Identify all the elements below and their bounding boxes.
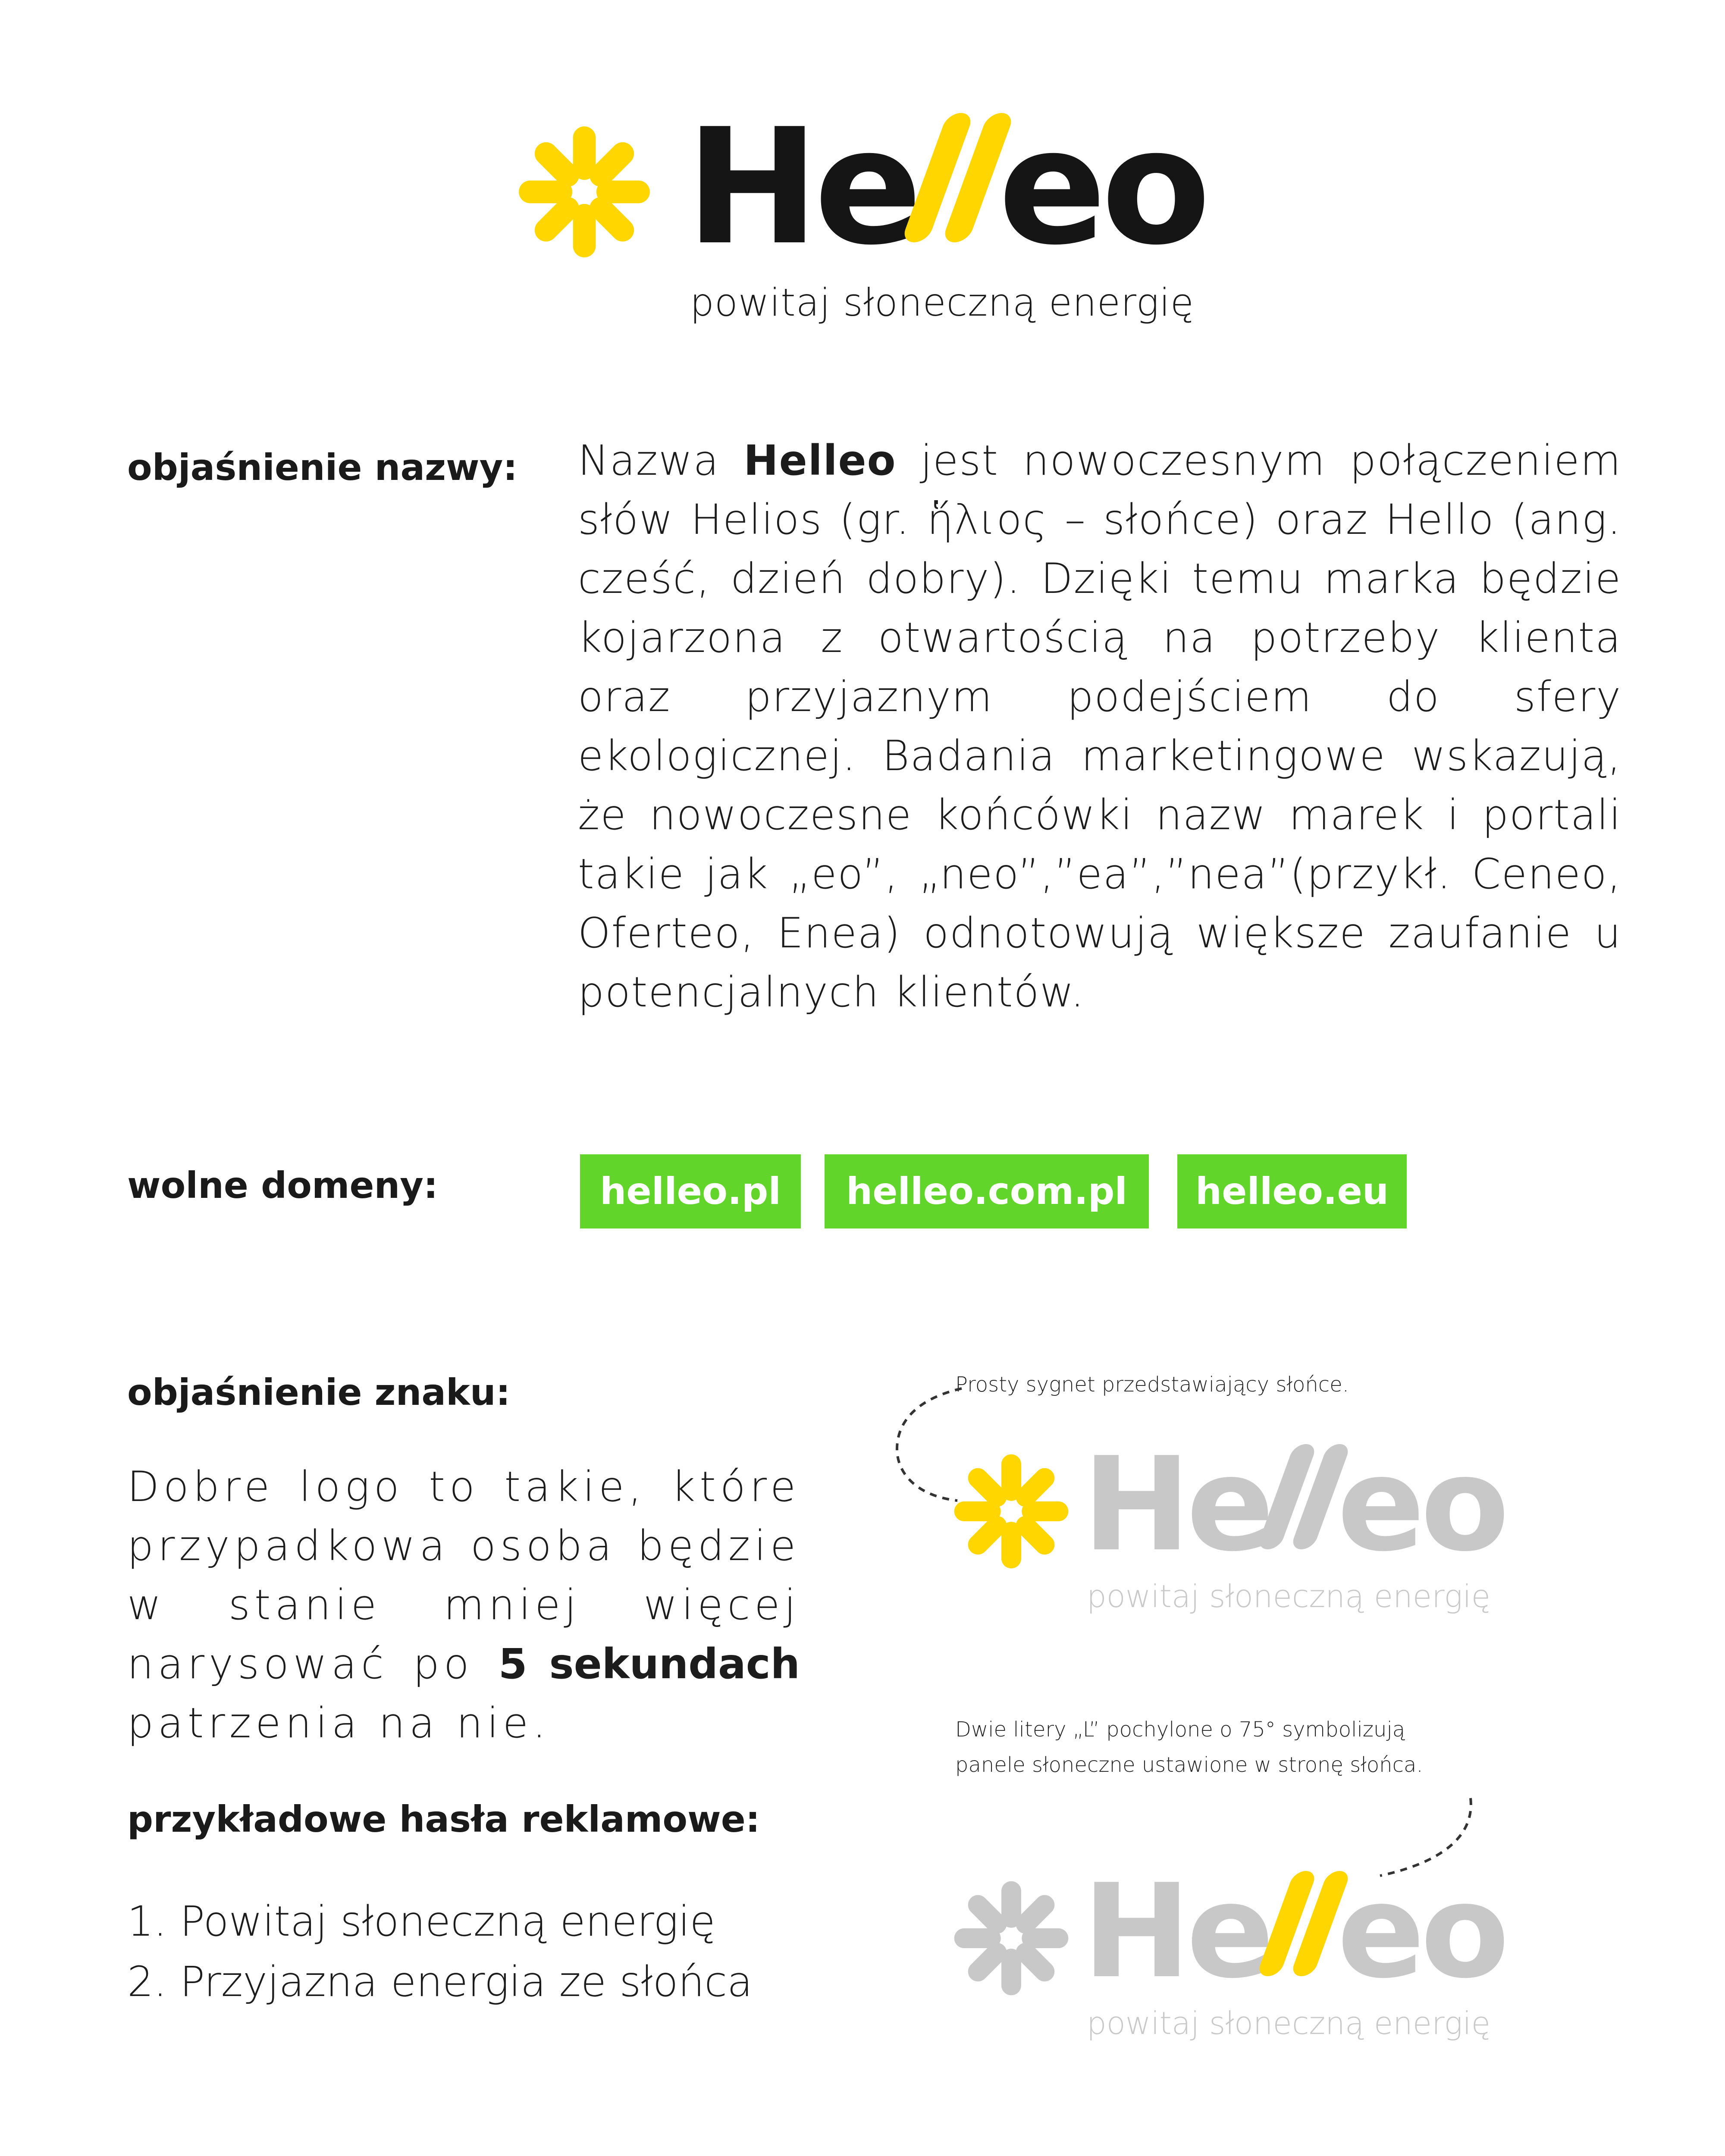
logo-part-1: He (1082, 1429, 1270, 1580)
name-text-body: jest nowoczesnym połączeniem słów Helios (gr. ἥλιος – słońce) oraz Hello (ang. cześć, dzień dobry). Dzięki temu marka będzie kojarzona z otwartością na potrzeby klienta oraz przyjaznym podejściem do sfery ekologicznej. Badania marketingowe wskazują, że nowoczesne końcówki nazw marek i portali takie jak „eo”, „neo”,”ea”,”nea”(przykł. Ceneo, Oferteo, Enea) odnotowują większe zaufanie u potencjalnych klientów. (578, 436, 1622, 1016)
sign-section-label: objaśnienie znaku: (127, 1371, 511, 1413)
domain-badge-com-pl: helleo.com.pl (825, 1154, 1149, 1228)
sun-asterisk-icon (953, 1453, 1070, 1570)
sun-asterisk-icon (518, 125, 651, 259)
domain-badge-eu: helleo.eu (1177, 1154, 1407, 1228)
logo-tagline: powitaj słoneczną energię (690, 280, 1194, 325)
sign-explanation-text (127, 1457, 800, 1753)
logo-tagline: powitaj słoneczną energię (1087, 1578, 1490, 1614)
domains-section-label: wolne domeny: (127, 1164, 438, 1206)
sun-asterisk-icon (953, 1880, 1070, 1996)
domain-badge-pl: helleo.pl (580, 1154, 801, 1228)
name-explanation-text (578, 431, 1622, 1022)
logo-part-2: eo (1337, 1429, 1505, 1580)
name-section-label: objaśnienie nazwy: (127, 446, 518, 489)
slogans-section-label: przykładowe hasła reklamowe: (127, 1798, 760, 1840)
l-sign-note-line-1: Dwie litery „L” pochylone o 75° symbolizują (955, 1717, 1405, 1742)
logo-part-2: eo (1337, 1856, 1505, 2007)
logo-tagline: powitaj słoneczną energię (1087, 2005, 1490, 2041)
main-logo (518, 95, 1225, 332)
logo-variant-l-highlight (953, 1856, 1557, 2057)
sun-sign-note: Prosty sygnet przedstawiający słońce. (955, 1373, 1349, 1397)
logo-wordmark (1082, 1856, 1505, 2007)
sign-text-end: patrzenia na nie. (127, 1699, 550, 1747)
l-sign-note-line-2: panele słoneczne ustawione w stronę słońca. (955, 1753, 1423, 1777)
logo-part-1: He (1082, 1856, 1270, 2007)
logo-wordmark (1082, 1429, 1505, 1580)
logo-wordmark (686, 95, 1206, 280)
slogan-item: 1. Powitaj słoneczną energię (127, 1897, 715, 1946)
logo-part-1: He (686, 95, 917, 280)
name-text-intro: Nazwa (578, 436, 744, 485)
sign-text-intro: Dobre logo to takie, które przypadkowa osoba będzie w stanie mniej więcej narysować po (127, 1463, 800, 1688)
sign-text-emphasis: 5 sekundach (498, 1640, 800, 1688)
slogan-item: 2. Przyjazna energia ze słońca (127, 1958, 753, 2006)
brand-word: Helleo (743, 436, 897, 485)
logo-part-2: eo (998, 95, 1206, 280)
logo-variant-sun-highlight (953, 1429, 1557, 1630)
